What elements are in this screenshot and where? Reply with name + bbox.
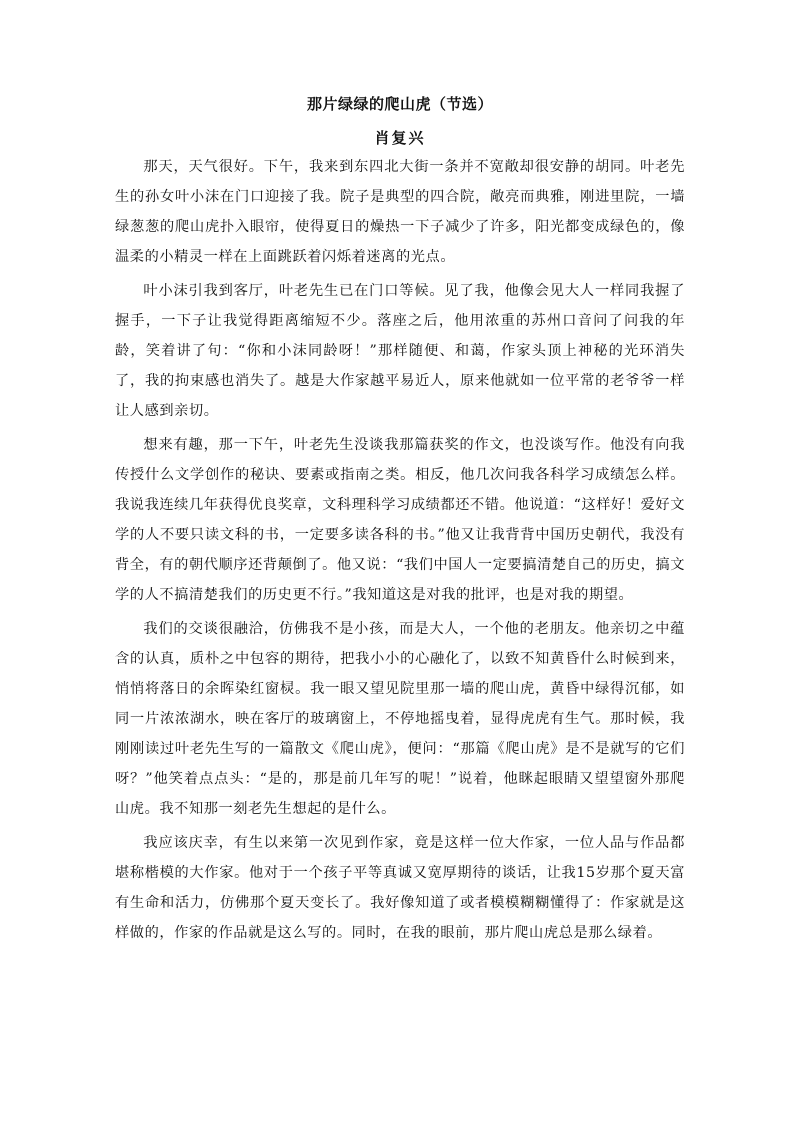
document-title: 那片绿绿的爬山虎（节选） [306,95,493,113]
paragraph-3: 想来有趣，那一下午，叶老先生没谈我那篇获奖的作文，也没谈写作。他没有向我传授什么文学创作的秘诀、要素或指南之类。相反，他几次问我各科学习成绩怎么样。我说我连续几年获得优良奖章，文科理科学习成绩都还不错。他说道：“这样好！爱好文学的人不要只读文科的书，一定要多读各科的书。”他又让我背背中国历史朝代，我没有背全，有的朝代顺序还背颠倒了。他又说：“我们中国人一定要搞清楚自己的历史，搞文学的人不搞清楚我们的历史更不行。”我知道这是对我的批评，也是对我的期望。 [115,437,685,603]
paragraph-5: 我应该庆幸，有生以来第一次见到作家，竟是这样一位大作家，一位人品与作品都堪称楷模的大作家。他对于一个孩子平等真诚又宽厚期待的谈话，让我15岁那个夏天富有生命和活力，仿佛那个夏天变长了。我好像知道了或者模模糊糊懂得了：作家就是这样做的，作家的作品就是这么写的。同时，在我的眼前，那片爬山虎总是那么绿着。 [115,835,685,941]
paragraph-4: 我们的交谈很融洽，仿佛我不是小孩，而是大人，一个他的老朋友。他亲切之中蕴含的认真，质朴之中包容的期待，把我小小的心融化了，以致不知黄昏什么时候到来，悄悄将落日的余晖染红窗棂。我一眼又望见院里那一墙的爬山虎，黄昏中绿得沉郁，如同一片浓浓湖水，映在客厅的玻璃窗上，不停地摇曳着，显得虎虎有生气。那时候，我刚刚读过叶老先生写的一篇散文《爬山虎》，便问：“那篇《爬山虎》是不是就写的它们呀？”他笑着点点头：“是的，那是前几年写的呢！”说着，他眯起眼睛又望望窗外那爬山虎。我不知那一刻老先生想起的是什么。 [115,621,685,817]
paragraph-2: 叶小沫引我到客厅，叶老先生已在门口等候。见了我，他像会见大人一样同我握了握手，一下子让我觉得距离缩短不少。落座之后，他用浓重的苏州口音问了问我的年龄，笑着讲了句：“你和小沫同龄呀！”那样随便、和蔼，作家头顶上神秘的光环消失了，我的拘束感也消失了。越是大作家越平易近人，原来他就如一位平常的老爷爷一样让人感到亲切。 [115,283,685,419]
paragraph-1: 那天，天气很好。下午，我来到东四北大街一条并不宽敞却很安静的胡同。叶老先生的孙女叶小沫在门口迎接了我。院子是典型的四合院，敞亮而典雅，刚进里院，一墙绿葱葱的爬山虎扑入眼帘，使得夏日的燥热一下子减少了许多，阳光都变成绿色的，像温柔的小精灵一样在上面跳跃着闪烁着迷离的光点。 [115,159,685,265]
document-author: 肖复兴 [374,129,426,147]
document-page [115,94,685,952]
